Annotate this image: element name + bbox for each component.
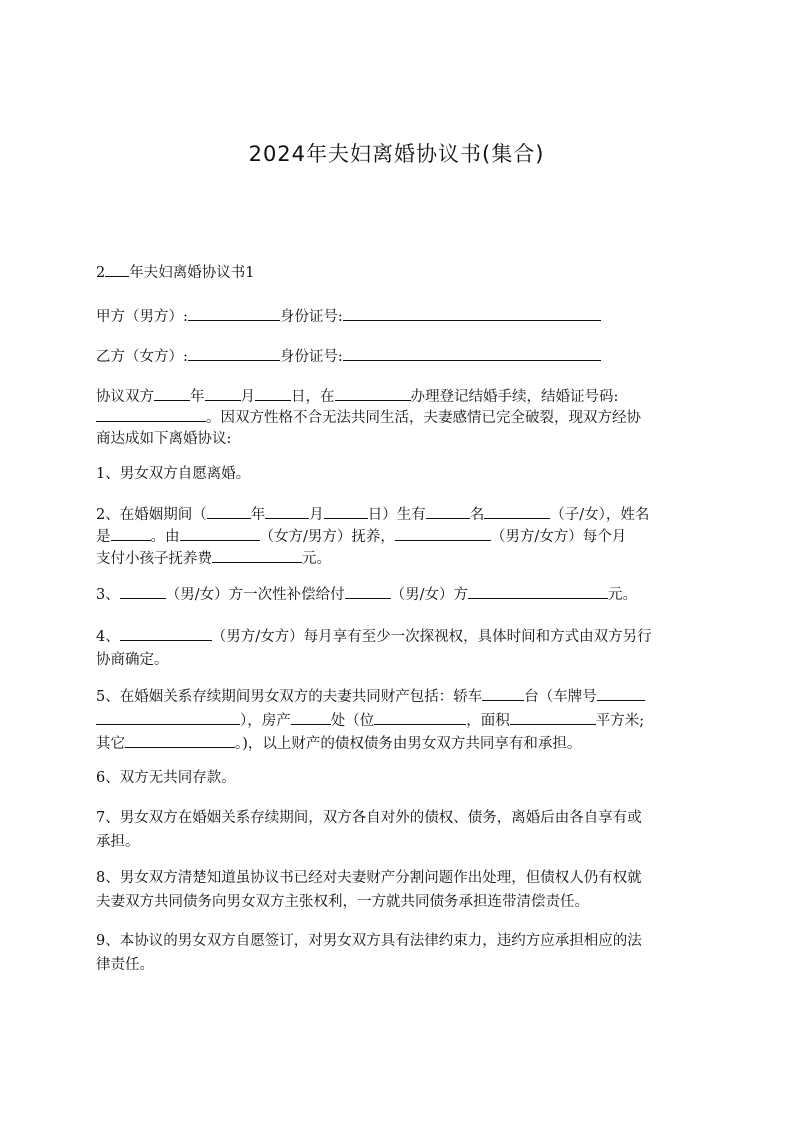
intro-text: 办理登记结婚手续，结婚证号码: — [410, 388, 619, 405]
blank[interactable] — [484, 502, 550, 519]
intro-line-3: 商达成如下离婚协议: — [96, 431, 232, 447]
clause-text: ），房产 — [240, 712, 291, 729]
blank[interactable] — [374, 708, 466, 725]
party-a-id-label: 身份证号: — [279, 308, 343, 325]
blank[interactable] — [111, 524, 151, 541]
intro-line-2 — [96, 405, 641, 427]
party-a-label: 甲方（男方）: — [96, 308, 188, 325]
intro-text: 年 — [190, 388, 205, 405]
clause-3 — [96, 582, 637, 604]
blank[interactable] — [597, 684, 645, 701]
party-b-label: 乙方（女方）: — [96, 348, 188, 365]
clause-text: 支付小孩子抚养费 — [96, 550, 212, 567]
clause-text: 。由 — [150, 528, 180, 545]
clause-text: 台（车牌号 — [524, 688, 597, 705]
clause-text: 处（位 — [330, 712, 375, 729]
clause-text: 月 — [309, 506, 324, 523]
blank[interactable] — [510, 708, 596, 725]
clause-text: 3、 — [96, 586, 120, 603]
clause-2-line-2 — [96, 524, 626, 546]
clause-text: （子/女），姓名 — [550, 506, 650, 523]
clause-text: 平方米; — [595, 712, 645, 729]
clause-4-line-2: 协商确定。 — [96, 652, 169, 668]
party-a-name-blank[interactable] — [188, 304, 280, 321]
blank[interactable] — [207, 502, 251, 519]
party-b-id-blank[interactable] — [343, 344, 601, 361]
blank[interactable] — [335, 384, 411, 401]
blank[interactable] — [345, 582, 391, 599]
clause-5-line-3 — [96, 731, 581, 753]
clause-text: ，面积 — [466, 712, 510, 729]
clause-9-line-2: 律责任。 — [96, 957, 154, 973]
subtitle-prefix: 2 — [96, 264, 106, 281]
intro-text: 月 — [240, 388, 255, 405]
clause-8-line-1: 8、男女双方清楚知道虽协议书已经对夫妻财产分割问题作出处理，但债权人仍有权就 — [96, 870, 642, 886]
clause-text: 其它 — [96, 735, 125, 752]
certificate-number-blank[interactable] — [96, 405, 206, 422]
blank[interactable] — [426, 502, 470, 519]
clause-2-line-3 — [96, 546, 331, 568]
blank[interactable] — [291, 708, 331, 725]
blank[interactable] — [120, 582, 166, 599]
clause-text: （男方/女方）每月享有至少一次探视权，具体时间和方式由双方另行 — [211, 628, 652, 645]
clause-text: （男方/女方）每个月 — [490, 528, 627, 545]
blank[interactable] — [212, 546, 302, 563]
clause-text: 。)，以上财产的债权债务由男女双方共同享有和承担。 — [235, 735, 582, 752]
blank[interactable] — [265, 502, 309, 519]
clause-text: （女方/男方）抚养， — [259, 528, 395, 545]
party-b-line — [96, 344, 601, 366]
party-b-name-blank[interactable] — [188, 344, 280, 361]
clause-2-line-1 — [96, 502, 649, 524]
clause-7-line-2: 承担。 — [96, 834, 140, 850]
page-title: 2024年夫妇离婚协议书(集合) — [248, 142, 545, 166]
clause-text: 日）生有 — [367, 506, 426, 523]
clause-1: 1、男女双方自愿离婚。 — [96, 466, 251, 482]
clause-9-line-1: 9、本协议的男女双方自愿签订，对男女双方具有法律约束力，违约方应承担相应的法 — [96, 933, 642, 949]
clause-text: 2、在婚姻期间（ — [96, 506, 207, 523]
subtitle — [96, 260, 254, 282]
blank[interactable] — [180, 524, 260, 541]
clause-text: （男/女）方一次性补偿给付 — [165, 586, 345, 603]
clause-text: 5、在婚姻关系存续期间男女双方的夫妻共同财产包括：轿车 — [96, 688, 483, 705]
intro-text: 日，在 — [291, 388, 335, 405]
blank-year[interactable] — [105, 260, 129, 277]
blank[interactable] — [324, 502, 368, 519]
blank[interactable] — [468, 582, 608, 599]
party-b-id-label: 身份证号: — [279, 348, 343, 365]
blank[interactable] — [255, 384, 291, 401]
intro-line-1 — [96, 384, 618, 406]
party-a-id-blank[interactable] — [343, 304, 601, 321]
clause-5-line-1 — [96, 684, 645, 706]
clause-text: 年 — [250, 506, 266, 523]
blank[interactable] — [482, 684, 524, 701]
clause-text: 元。 — [608, 586, 638, 603]
clause-text: 是 — [96, 528, 111, 545]
blank[interactable] — [96, 708, 240, 725]
blank[interactable] — [395, 524, 491, 541]
clause-4-line-1 — [96, 624, 652, 646]
clause-7-line-1: 7、男女双方在婚姻关系存续期间，双方各自对外的债权、债务，离婚后由各自享有或 — [96, 810, 642, 826]
blank[interactable] — [154, 384, 190, 401]
clause-5-line-2 — [96, 708, 644, 730]
blank[interactable] — [125, 731, 235, 748]
subtitle-suffix: 年夫妇离婚协议书1 — [129, 264, 255, 281]
party-a-line — [96, 304, 601, 326]
intro-text: 。因双方性格不合无法共同生活，夫妻感情已完全破裂，现双方经协 — [206, 409, 641, 426]
clause-6: 6、双方无共同存款。 — [96, 770, 236, 786]
blank[interactable] — [205, 384, 241, 401]
clause-text: （男/女）方 — [390, 586, 469, 603]
clause-text: 元。 — [302, 550, 331, 567]
clause-text: 名 — [469, 506, 485, 523]
intro-text: 协议双方 — [96, 388, 154, 405]
clause-text: 4、 — [96, 628, 120, 645]
blank[interactable] — [120, 624, 212, 641]
clause-8-line-2: 夫妻双方共同债务向男女双方主张权利，一方就共同债务承担连带清偿责任。 — [96, 894, 589, 910]
